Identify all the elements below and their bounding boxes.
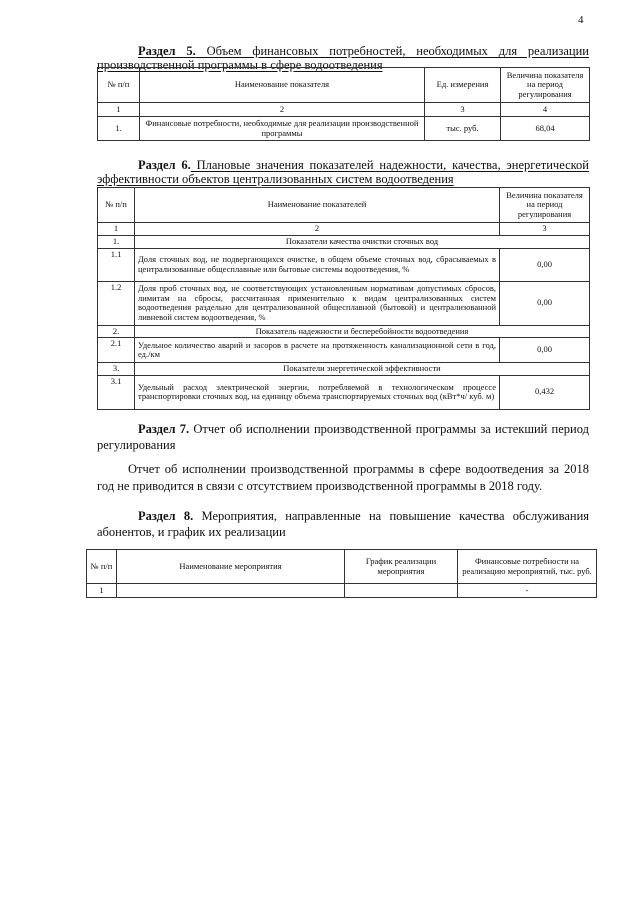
section7-heading	[97, 421, 589, 453]
section7-paragraph: Отчет об исполнении производственной программы в сфере водоотведения за 2018 год не приводится в связи с отсутствием производственной программы в 2018 году.	[97, 462, 589, 493]
table-group-row	[98, 325, 590, 338]
row-name: Финансовые потребности, необходимые для реализации производственной программы	[140, 117, 425, 141]
row-num: 1.	[98, 117, 140, 141]
row-value: 0,00	[500, 281, 590, 325]
section8-table	[86, 549, 597, 598]
row-value: 68,04	[501, 117, 590, 141]
section5-table	[97, 67, 590, 141]
group-title: Показатели энергетической эффективности	[135, 363, 590, 376]
section5-num: Раздел 5.	[138, 44, 196, 58]
header-schedule: График реализации мероприятия	[345, 550, 458, 584]
col-number: 3	[425, 103, 501, 117]
table-row	[98, 281, 590, 325]
row-name: Удельный расход электрической энергии, потребляемой в технологическом процессе транспортировки сточных вод, на единицу объема транспортируемых сточных вод (кВт*ч/ куб. м)	[135, 375, 500, 409]
group-title: Показатели качества очистки сточных вод	[135, 236, 590, 249]
row-value: 0,00	[500, 248, 590, 281]
row-num: 2.1	[98, 338, 135, 363]
table-row	[98, 117, 590, 141]
table-group-row	[98, 363, 590, 376]
section8-title: Мероприятия, направленные на повышение качества обслуживания абонентов, и график их реализации	[97, 509, 590, 539]
table-row	[98, 338, 590, 363]
header-value: Финансовые потребности на реализацию мероприятий, тыс. руб.	[458, 550, 597, 584]
header-name: Наименование показателей	[135, 188, 500, 223]
header-num: № п/п	[98, 68, 140, 103]
header-num: № п/п	[87, 550, 117, 584]
table-number-row	[98, 103, 590, 117]
col-number: 3	[500, 223, 590, 236]
section8-num: Раздел 8.	[138, 509, 194, 523]
table-number-row	[98, 223, 590, 236]
section8-heading	[97, 508, 589, 540]
row-name: Доля сточных вод, не подвергающихся очистке, в общем объеме сточных вод, сбрасываемых в централизованные общесплавные или бытовые системы водоотведения, %	[135, 248, 500, 281]
table-row	[98, 375, 590, 409]
group-num: 3.	[98, 363, 135, 376]
row-unit: тыс. руб.	[425, 117, 501, 141]
section7-title: Отчет об исполнении производственной программы за истекший период регулирования	[97, 422, 589, 452]
header-num: № п/п	[98, 188, 135, 223]
section6-title: Плановые значения показателей надежности, качества, энергетической эффективности объектов централизованных систем водоотведения	[97, 158, 589, 186]
col-number: 2	[135, 223, 500, 236]
col-number: 2	[140, 103, 425, 117]
group-title: Показатель надежности и бесперебойности водоотведения	[135, 325, 590, 338]
col-number: 1	[98, 103, 140, 117]
header-name: Наименование мероприятия	[117, 550, 345, 584]
row-schedule	[345, 584, 458, 598]
col-number: 1	[98, 223, 135, 236]
table-header-row	[87, 550, 597, 584]
group-num: 1.	[98, 236, 135, 249]
table-row	[87, 584, 597, 598]
section6-table	[97, 187, 590, 410]
row-name: Удельное количество аварий и засоров в расчете на протяженность канализационной сети в год, ед./км	[135, 338, 500, 363]
section6-num: Раздел 6.	[138, 158, 191, 172]
header-value: Величина показателя на период регулирования	[501, 68, 590, 103]
row-name	[117, 584, 345, 598]
header-value: Величина показателя на период регулирования	[500, 188, 590, 223]
row-num: 1.1	[98, 248, 135, 281]
page-number: 4	[578, 14, 584, 26]
row-num: 1.2	[98, 281, 135, 325]
row-value: 0,432	[500, 375, 590, 409]
header-unit: Ед. измерения	[425, 68, 501, 103]
table-row	[98, 248, 590, 281]
section7-num: Раздел 7.	[138, 422, 190, 436]
col-number: 4	[501, 103, 590, 117]
row-name: Доля проб сточных вод, не соответствующих установленным нормативам допустимых сбросов, лимитам на сбросы, рассчитанная применительно к видам централизованных систем водоотведения раздельно для централизованной общесплавной (бытовой) и централизованной ливневой систем водоотведения, %	[135, 281, 500, 325]
row-num: 1	[87, 584, 117, 598]
row-value: 0,00	[500, 338, 590, 363]
header-name: Наименование показателя	[140, 68, 425, 103]
table-header-row	[98, 68, 590, 103]
section5-title: Объем финансовых потребностей, необходимых для реализации производственной программы в сфере водоотведения	[97, 44, 589, 72]
table-header-row	[98, 188, 590, 223]
group-num: 2.	[98, 325, 135, 338]
section6-heading	[97, 158, 589, 186]
table-group-row	[98, 236, 590, 249]
row-num: 3.1	[98, 375, 135, 409]
row-value: -	[458, 584, 597, 598]
